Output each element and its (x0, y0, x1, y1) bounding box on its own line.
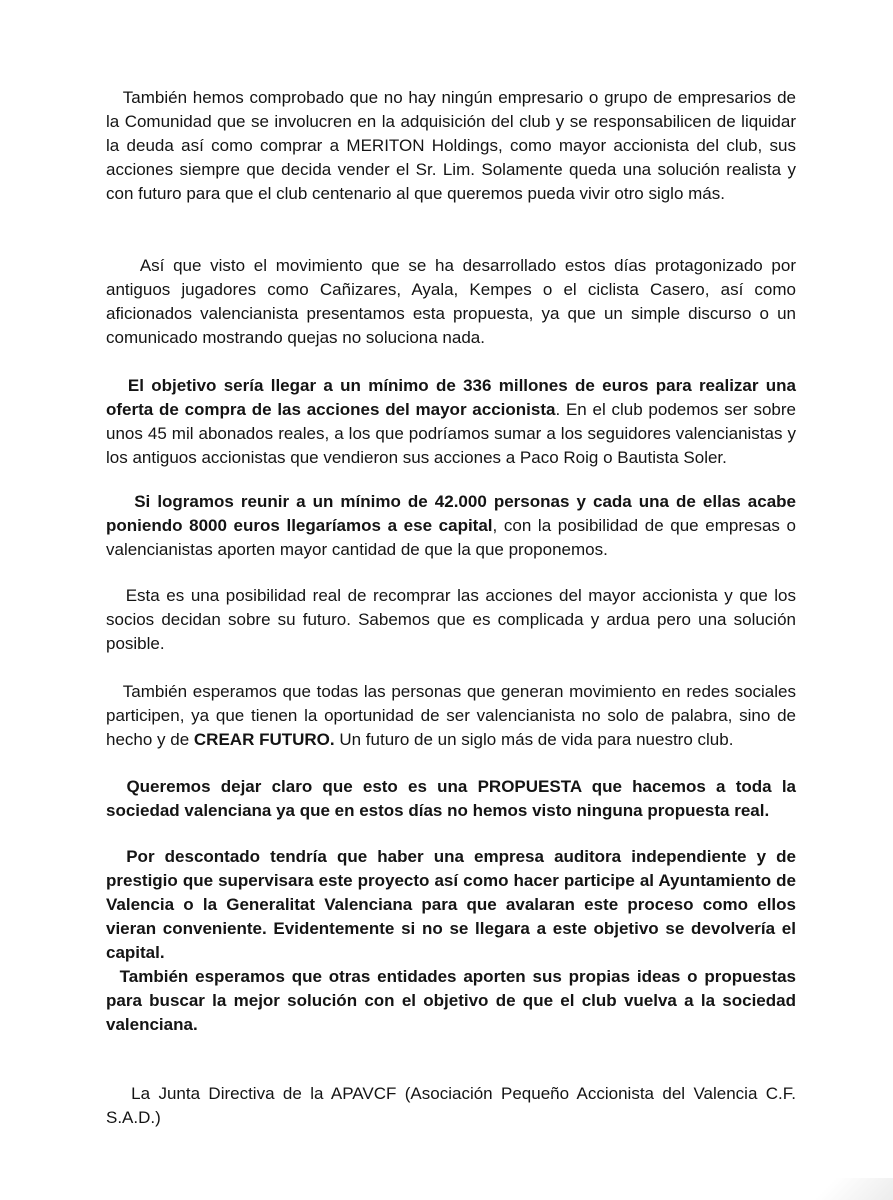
paragraph-4 (106, 490, 796, 562)
signature (106, 1082, 796, 1130)
page-corner-shade (783, 1178, 893, 1200)
paragraph-5-text: Esta es una posibilidad real de recomprar las acciones del mayor accionista y que los socios decidan sobre su futuro. Sabemos que es complicada y ardua pero una solución posible. (106, 586, 797, 653)
paragraph-8-bold-text: Por descontado tendría que haber una empresa auditora independiente y de prestigio que supervisara este proyecto así como hacer participe al Ayuntamiento de Valencia o la Generalitat Valenciana para que avalaran este proceso como ellos vieran conveniente. Evidentemente si no se llegara a este objetivo se devolvería el capital. (106, 847, 796, 962)
paragraph-4-bold-text: Si logramos reunir a un mínimo de 42.000 personas y cada una de ellas acabe poniendo 8000 euros llegaríamos a ese capital (106, 492, 796, 535)
paragraph-9 (106, 965, 796, 1037)
paragraph-3 (106, 374, 796, 470)
paragraph-6 (106, 680, 796, 752)
paragraph-1 (106, 86, 796, 206)
paragraph-4-text: , con la posibilidad de que empresas o valencianistas aporten mayor cantidad de que la que proponemos. (106, 516, 796, 559)
paragraph-8 (106, 845, 796, 965)
paragraph-7 (106, 775, 796, 823)
paragraph-2 (106, 254, 796, 350)
paragraph-6-bold-text: CREAR FUTURO. (193, 730, 335, 749)
paragraph-9-bold-text: También esperamos que otras entidades aporten sus propias ideas o propuestas para buscar la mejor solución con el objetivo de que el club vuelva a la sociedad valenciana. (106, 967, 796, 1034)
signature-text: La Junta Directiva de la APAVCF (Asociación Pequeño Accionista del Valencia C.F. S.A.D.) (106, 1084, 797, 1127)
paragraph-6-text-end: Un futuro de un siglo más de vida para nuestro club. (334, 730, 734, 749)
paragraph-7-bold-text: Queremos dejar claro que esto es una PROPUESTA que hacemos a toda la sociedad valenciana ya que en estos días no hemos visto ninguna propuesta real. (106, 777, 796, 820)
paragraph-1-text: También hemos comprobado que no hay ningún empresario o grupo de empresarios de la Comunidad que se involucren en la adquisición del club y se responsabilicen de liquidar la deuda así como comprar a MERITON Holdings, como mayor accionista del club, sus acciones siempre que decida vender el Sr. Lim. Solamente queda una solución realista y con futuro para que el club centenario al que queremos pueda vivir otro siglo más. (106, 88, 796, 203)
paragraph-6-text: También esperamos que todas las personas que generan movimiento en redes sociales participen, ya que tienen la oportunidad de ser valencianista no solo de palabra, sino de hecho y de (106, 682, 796, 749)
paragraph-3-bold-text: El objetivo sería llegar a un mínimo de 336 millones de euros para realizar una oferta de compra de las acciones del mayor accionista (106, 376, 797, 419)
paragraph-2-text: Así que visto el movimiento que se ha desarrollado estos días protagonizado por antiguos jugadores como Cañizares, Ayala, Kempes o el ciclista Casero, así como aficionados valencianista presentamos esta propuesta, ya que un simple discurso o un comunicado mostrando quejas no soluciona nada. (106, 256, 796, 347)
paragraph-5 (106, 584, 796, 656)
paragraph-3-text: . En el club podemos ser sobre unos 45 mil abonados reales, a los que podríamos sumar a los seguidores valencianistas y los antiguos accionistas que vendieron sus acciones a Paco Roig o Bautista Soler. (106, 400, 796, 467)
